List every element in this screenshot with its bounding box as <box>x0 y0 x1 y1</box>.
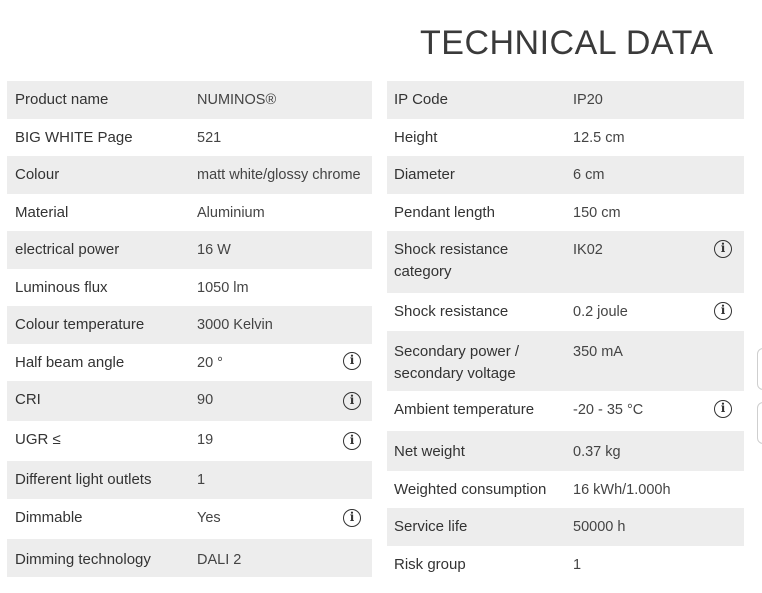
spec-row-weighted-consumption <box>387 471 744 508</box>
spec-value: 0.2 joule <box>573 304 628 320</box>
spec-row-dimming-technology <box>7 539 372 577</box>
spec-value: 150 cm <box>573 205 621 221</box>
spec-value: 16 W <box>197 242 231 258</box>
spec-row-shock-resistance-category <box>387 231 744 293</box>
spec-row-cri <box>7 381 372 421</box>
spec-row-material <box>7 194 372 231</box>
info-icon[interactable]: i <box>714 400 732 418</box>
spec-label: Half beam angle <box>15 354 125 371</box>
spec-value: 1 <box>573 557 582 573</box>
side-panel-tab[interactable] <box>757 402 762 444</box>
spec-value: 90 <box>197 392 214 408</box>
spec-label: Risk group <box>394 556 466 573</box>
spec-label: Shock resistance category <box>394 241 509 280</box>
spec-value: 350 mA <box>573 344 623 360</box>
spec-row-height <box>387 119 744 156</box>
spec-label: Material <box>15 204 69 221</box>
spec-row-ip-code <box>387 81 744 119</box>
spec-value: matt white/glossy chrome <box>197 167 361 183</box>
spec-label: Service life <box>394 518 468 535</box>
spec-value: DALI 2 <box>197 552 242 568</box>
spec-value: 20 ° <box>197 355 223 371</box>
spec-row-diameter <box>387 156 744 194</box>
spec-row-electrical-power <box>7 231 372 269</box>
spec-label: Weighted consumption <box>394 481 547 498</box>
spec-row-dimmable <box>7 499 372 539</box>
spec-label: Height <box>394 129 438 146</box>
spec-label: Shock resistance <box>394 303 509 320</box>
spec-label: Ambient temperature <box>394 401 535 418</box>
info-icon[interactable]: i <box>343 509 361 527</box>
spec-label: Secondary power / secondary voltage <box>394 343 520 382</box>
spec-label: CRI <box>15 391 41 408</box>
info-icon[interactable]: i <box>714 302 732 320</box>
spec-value: 50000 h <box>573 519 626 535</box>
info-icon[interactable]: i <box>343 352 361 370</box>
spec-row-shock-resistance <box>387 293 744 331</box>
spec-value: 1050 lm <box>197 280 249 296</box>
spec-value: 6 cm <box>573 167 605 183</box>
spec-row-product-name <box>7 81 372 119</box>
spec-value: IP20 <box>573 92 603 108</box>
spec-value: 0.37 kg <box>573 444 621 460</box>
left-spec-table <box>7 81 372 577</box>
spec-label: Net weight <box>394 443 465 460</box>
spec-row-colour-temperature <box>7 306 372 344</box>
spec-value: Yes <box>197 510 221 526</box>
spec-label: IP Code <box>394 91 448 108</box>
spec-row-colour <box>7 156 372 194</box>
right-spec-table <box>387 81 744 583</box>
spec-row-net-weight <box>387 431 744 471</box>
spec-row-luminous-flux <box>7 269 372 306</box>
spec-row-risk-group <box>387 546 744 583</box>
spec-value: 3000 Kelvin <box>197 317 273 333</box>
spec-value: NUMINOS® <box>197 92 277 108</box>
spec-label: Luminous flux <box>15 279 108 296</box>
spec-value: 521 <box>197 130 222 146</box>
spec-label: Pendant length <box>394 204 495 221</box>
spec-label: UGR ≤ <box>15 431 61 448</box>
spec-row-pendant-length <box>387 194 744 231</box>
spec-label: Diameter <box>394 166 455 183</box>
spec-row-service-life <box>387 508 744 546</box>
spec-row-ugr <box>7 421 372 461</box>
spec-row-half-beam-angle <box>7 344 372 381</box>
spec-label: Colour temperature <box>15 316 145 333</box>
spec-label: Dimming technology <box>15 551 151 568</box>
spec-label: Colour <box>15 166 60 183</box>
spec-label: electrical power <box>15 241 120 258</box>
page-title: TECHNICAL DATA <box>420 24 714 62</box>
spec-label: Product name <box>15 91 109 108</box>
spec-value: IK02 <box>573 242 603 258</box>
spec-value: -20 - 35 °C <box>573 402 644 418</box>
info-icon[interactable]: i <box>714 240 732 258</box>
spec-label: Different light outlets <box>15 471 152 488</box>
info-icon[interactable]: i <box>343 392 361 410</box>
spec-value: 1 <box>197 472 206 488</box>
spec-label: BIG WHITE Page <box>15 129 133 146</box>
spec-label: Dimmable <box>15 509 83 526</box>
spec-value: 19 <box>197 432 214 448</box>
info-icon[interactable]: i <box>343 432 361 450</box>
side-panel-tab[interactable] <box>757 348 762 390</box>
spec-value: 16 kWh/1.000h <box>573 482 671 498</box>
spec-row-secondary-power <box>387 331 744 391</box>
spec-row-big-white-page <box>7 119 372 156</box>
spec-row-ambient-temperature <box>387 391 744 431</box>
spec-value: Aluminium <box>197 205 265 221</box>
spec-row-different-light-outlets <box>7 461 372 499</box>
spec-value: 12.5 cm <box>573 130 625 146</box>
